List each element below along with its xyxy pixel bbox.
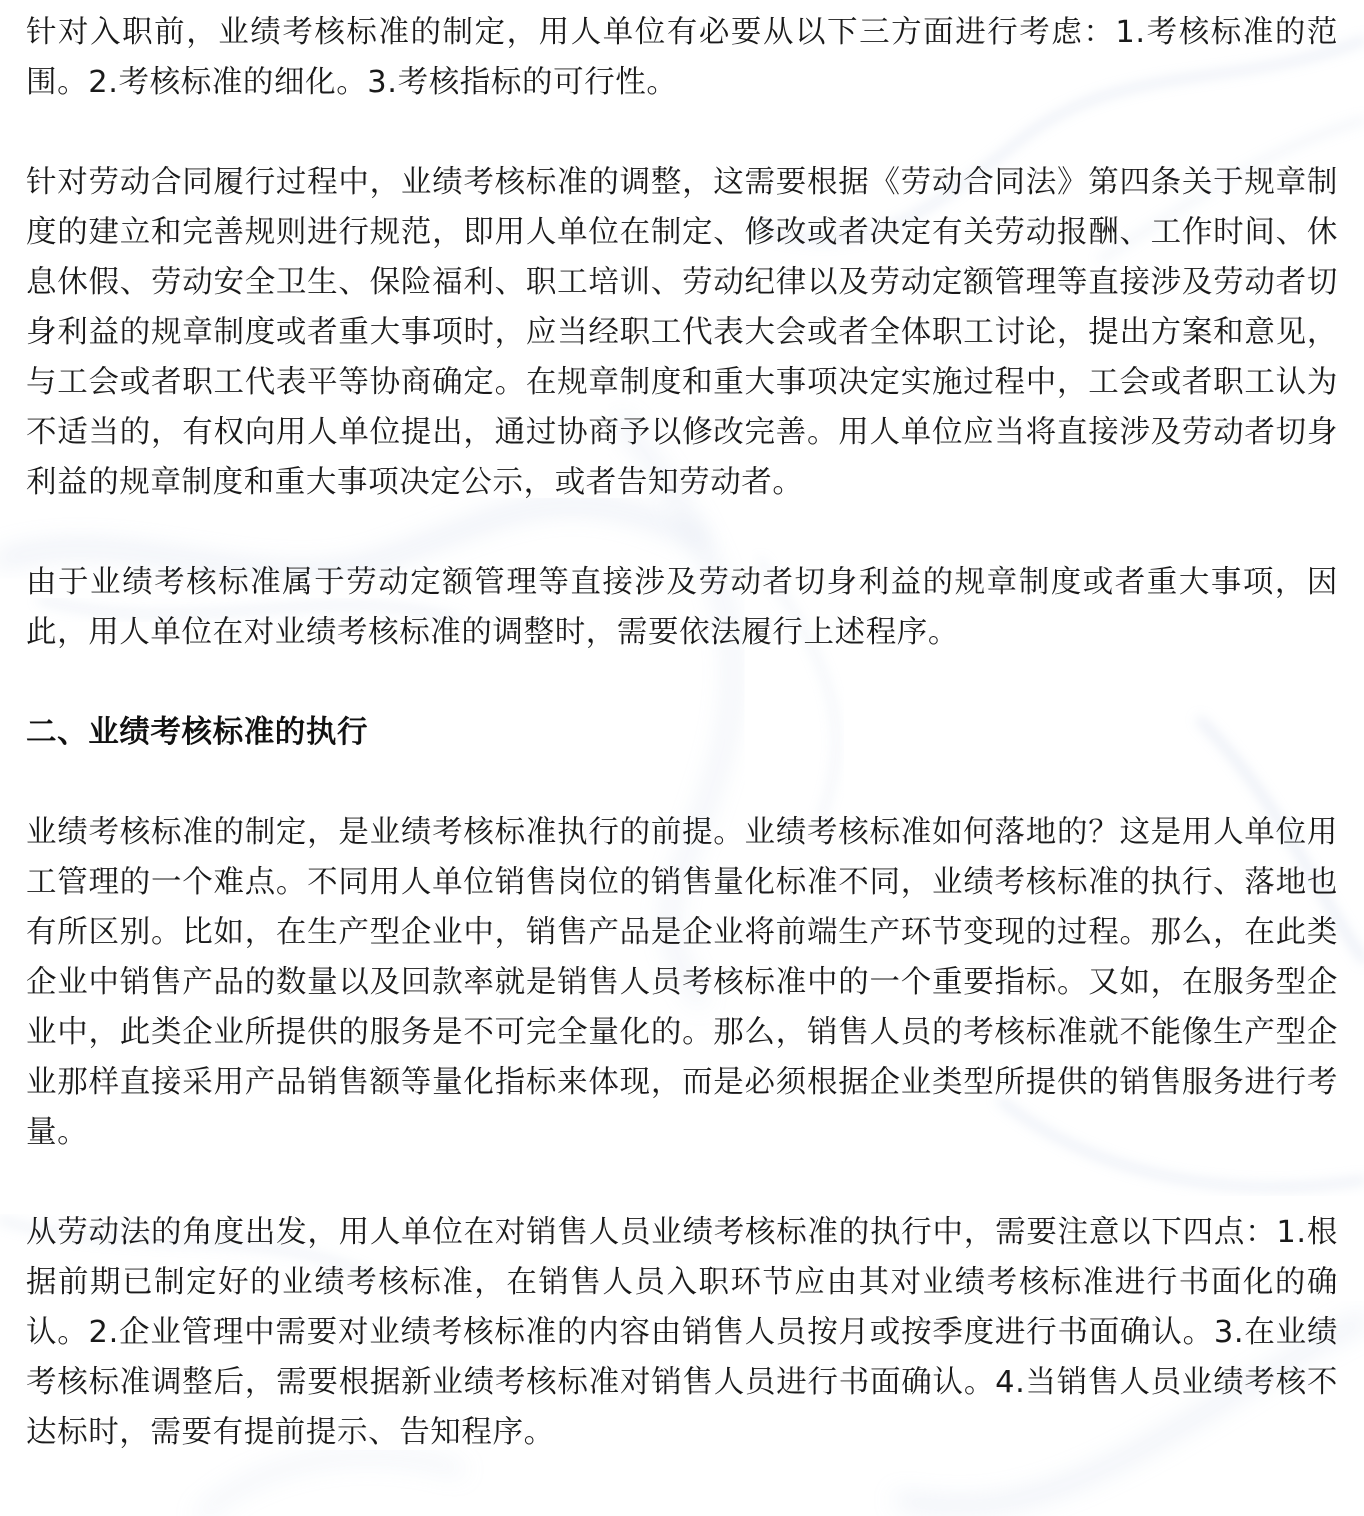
paragraph-pre-employment-standards: 针对入职前，业绩考核标准的制定，用人单位有必要从以下三方面进行考虑：1.考核标准的范围。2.考核标准的细化。3.考核指标的可行性。: [26, 15, 1338, 100]
paragraph-four-points: 从劳动法的角度出发，用人单位在对销售人员业绩考核标准的执行中，需要注意以下四点：1.根据前期已制定好的业绩考核标准，在销售人员入职环节应由其对业绩考核标准进行书面化的确认。2.企业管理中需要对业绩考核标准的内容由销售人员按月或按季度进行书面确认。3.在业绩考核标准调整后，需要根据新业绩考核标准对销售人员进行书面确认。4.当销售人员业绩考核不达标时，需要有提前提示、告知程序。: [26, 1215, 1338, 1450]
paragraph-gap: [26, 758, 1338, 808]
paragraph-procedure-requirement: 由于业绩考核标准属于劳动定额管理等直接涉及劳动者切身利益的规章制度或者重大事项，因此，用人单位在对业绩考核标准的调整时，需要依法履行上述程序。: [26, 565, 1338, 650]
paragraph-gap: [26, 508, 1338, 558]
paragraph-execution-difficulty: 业绩考核标准的制定，是业绩考核标准执行的前提。业绩考核标准如何落地的？这是用人单位用工管理的一个难点。不同用人单位销售岗位的销售量化标准不同，业绩考核标准的执行、落地也有所区别。比如，在生产型企业中，销售产品是企业将前端生产环节变现的过程。那么，在此类企业中销售产品的数量以及回款率就是销售人员考核标准中的一个重要指标。又如，在服务型企业中，此类企业所提供的服务是不可完全量化的。那么，销售人员的考核标准就不能像生产型企业那样直接采用产品销售额等量化指标来体现，而是必须根据企业类型所提供的销售服务进行考量。: [26, 815, 1338, 1150]
paragraph-gap: [26, 658, 1338, 708]
paragraph-gap: [26, 108, 1338, 158]
paragraph-gap: [26, 1158, 1338, 1208]
paragraph-contract-adjustment: 针对劳动合同履行过程中，业绩考核标准的调整，这需要根据《劳动合同法》第四条关于规章制度的建立和完善规则进行规范，即用人单位在制定、修改或者决定有关劳动报酬、工作时间、休息休假、劳动安全卫生、保险福利、职工培训、劳动纪律以及劳动定额管理等直接涉及劳动者切身利益的规章制度或者重大事项时，应当经职工代表大会或者全体职工讨论，提出方案和意见，与工会或者职工代表平等协商确定。在规章制度和重大事项决定实施过程中，工会或者职工认为不适当的，有权向用人单位提出，通过协商予以修改完善。用人单位应当将直接涉及劳动者切身利益的规章制度和重大事项决定公示，或者告知劳动者。: [26, 165, 1338, 500]
section-heading: 二、业绩考核标准的执行: [26, 715, 369, 750]
